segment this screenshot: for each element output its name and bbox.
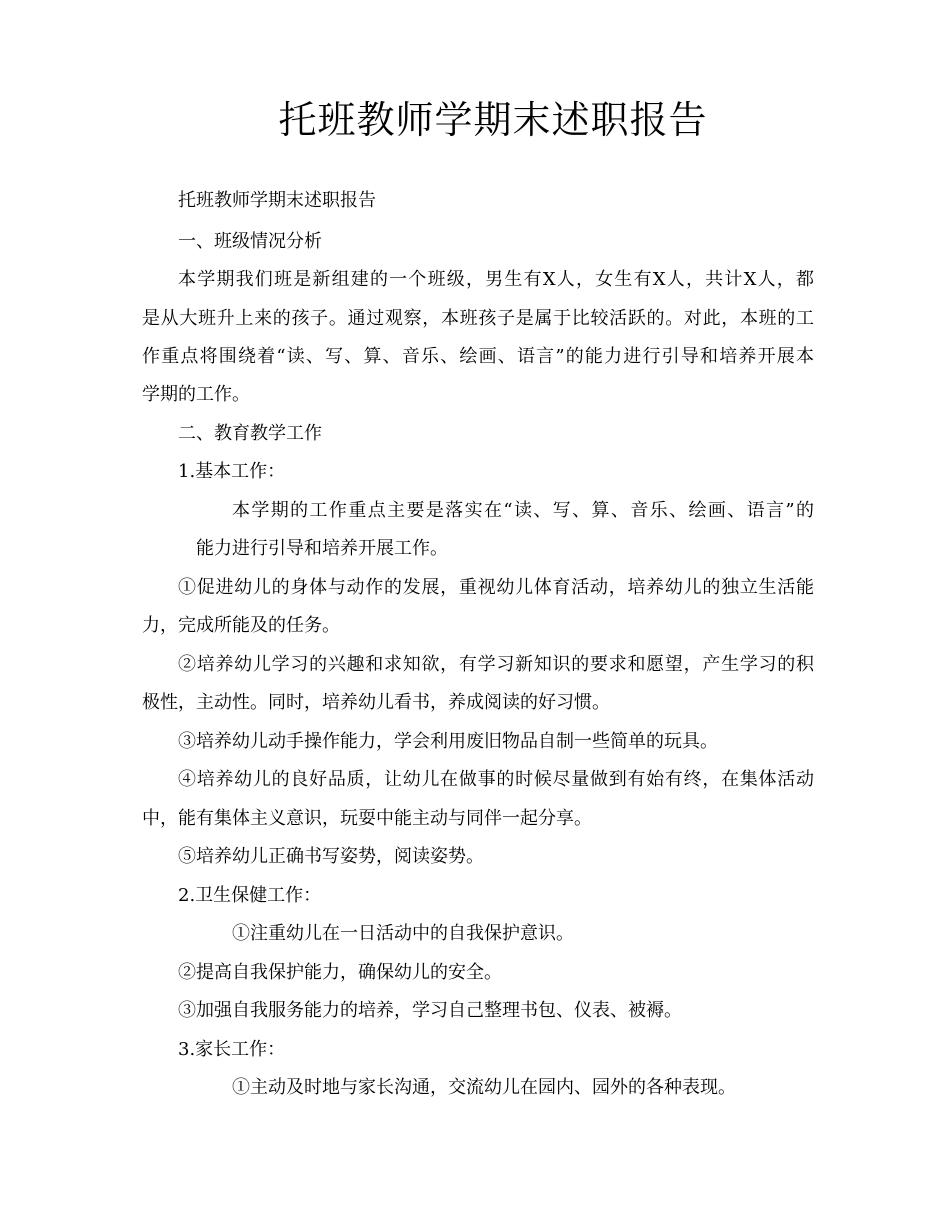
list-item-line: ④培养幼儿的良好品质，让幼儿在做事的时候尽量做到有始有终，在集体活动 [178,769,814,790]
subheading-parent-work: 3.家长工作： [178,1039,286,1060]
paragraph-line: 本学期我们班是新组建的一个班级，男生有X人，女生有X人，共计X人，都 [178,269,814,290]
subheading-health-care: 2.卫生保健工作： [178,885,322,906]
list-item-line: 力，完成所能及的任务。 [142,615,340,636]
list-item-line: ③加强自我服务能力的培养，学习自己整理书包、仪表、被褥。 [178,1000,682,1021]
paragraph-line: 是从大班升上来的孩子。通过观察，本班孩子是属于比较活跃的。对此，本班的工 [142,308,814,329]
paragraph-line: 作重点将围绕着“读、写、算、音乐、绘画、语言”的能力进行引导和培养开展本 [142,346,814,367]
document-title: 托班教师学期末述职报告 [278,98,708,142]
list-item-line: ③培养幼儿动手操作能力，学会利用废旧物品自制一些简单的玩具。 [178,731,718,752]
list-item-line: ①主动及时地与家长沟通，交流幼儿在园内、园外的各种表现。 [232,1077,736,1098]
list-item-line: 中，能有集体主义意识，玩耍中能主动与同伴一起分享。 [142,808,592,829]
list-item-line: ①注重幼儿在一日活动中的自我保护意识。 [232,923,574,944]
section-heading-class-analysis: 一、班级情况分析 [178,231,322,252]
list-item-line: ②培养幼儿学习的兴趣和求知欲，有学习新知识的要求和愿望，产生学习的积 [178,654,814,675]
list-item-line: ①促进幼儿的身体与动作的发展，重视幼儿体育活动，培养幼儿的独立生活能 [178,577,814,598]
list-item-line: ②提高自我保护能力，确保幼儿的安全。 [178,962,502,983]
paragraph-line: 能力进行引导和培养开展工作。 [196,538,448,559]
section-heading-teaching: 二、教育教学工作 [178,423,322,444]
paragraph-line: 本学期的工作重点主要是落实在“读、写、算、音乐、绘画、语言”的 [232,500,814,521]
list-item-line: 极性，主动性。同时，培养幼儿看书，养成阅读的好习惯。 [142,692,610,713]
paragraph-line: 学期的工作。 [142,384,250,405]
subheading-basic-work: 1.基本工作： [178,461,286,482]
list-item-line: ⑤培养幼儿正确书写姿势，阅读姿势。 [178,846,484,867]
subtitle-line: 托班教师学期末述职报告 [178,190,376,211]
